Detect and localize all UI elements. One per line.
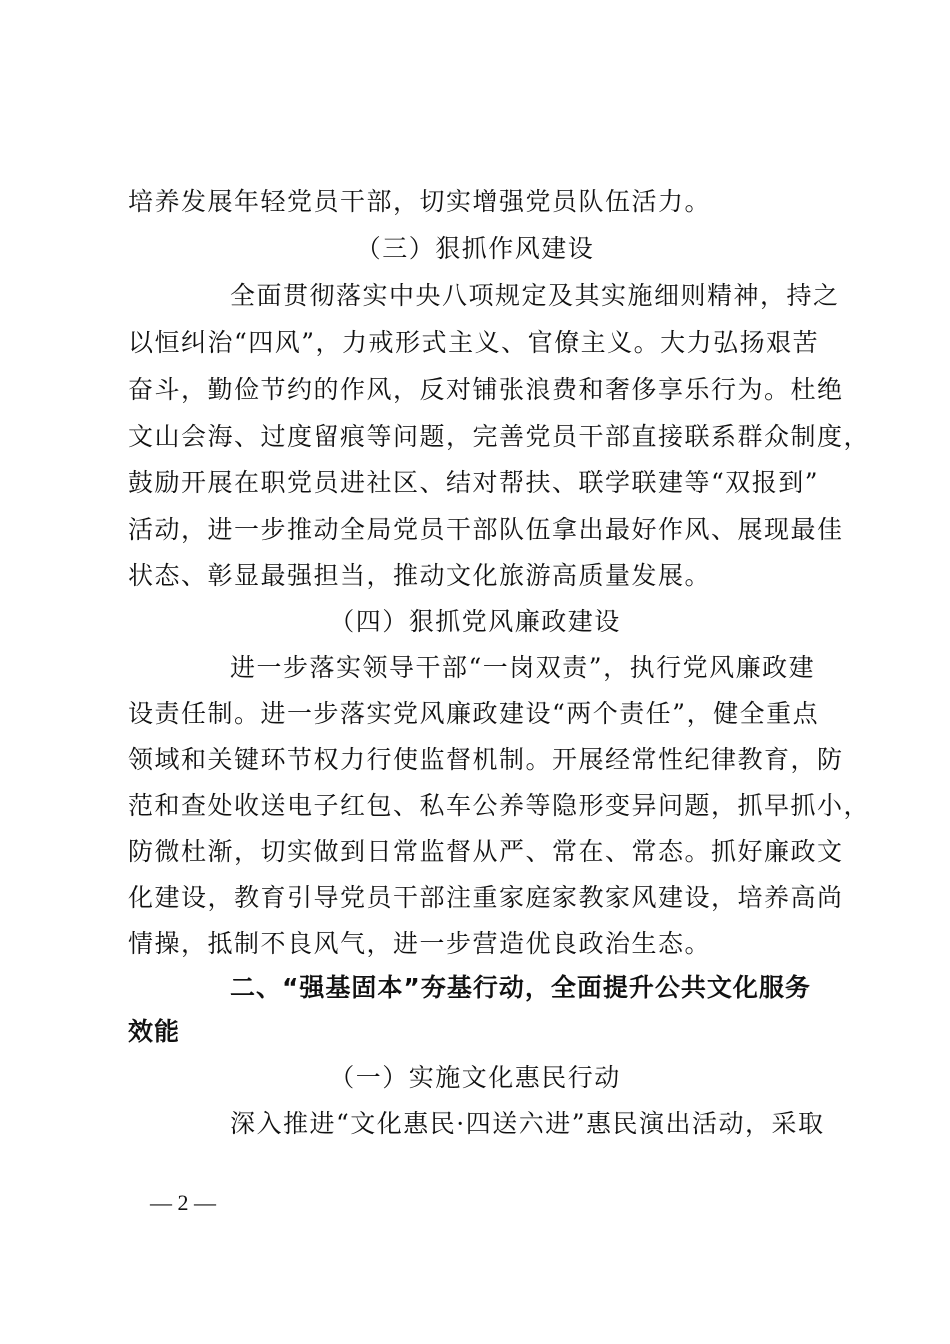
body-text-line: 以恒纠治“四风”，力戒形式主义、官僚主义。大力弘扬艰苦 xyxy=(128,328,820,357)
body-text-line: 培养发展年轻党员干部，切实增强党员队伍活力。 xyxy=(128,187,712,216)
body-text-line: 情操，抵制不良风气，进一步营造优良政治生态。 xyxy=(128,929,712,958)
body-text-line: 化建设，教育引导党员干部注重家庭家教家风建设，培养高尚 xyxy=(128,883,844,912)
section-heading: （四）狠抓党风廉政建设 xyxy=(329,607,621,636)
chapter-heading: 效能 xyxy=(128,1017,181,1046)
body-text-line: 进一步落实领导干部“一岗双责”，执行党风廉政建 xyxy=(230,653,816,682)
body-text-line: 全面贯彻落实中央八项规定及其实施细则精神，持之 xyxy=(230,281,840,310)
body-text-line: 奋斗，勤俭节约的作风，反对铺张浪费和奢侈享乐行为。杜绝 xyxy=(128,375,844,404)
chapter-heading: 二、“强基固本”夯基行动，全面提升公共文化服务 xyxy=(230,973,811,1002)
body-text-line: 深入推进“文化惠民·四送六进”惠民演出活动，采取 xyxy=(230,1109,825,1138)
body-text-line: 文山会海、过度留痕等问题，完善党员干部直接联系群众制度， xyxy=(128,422,871,451)
body-text-line: 鼓励开展在职党员进社区、结对帮扶、联学联建等“双报到” xyxy=(128,468,820,497)
body-text-line: 设责任制。进一步落实党风廉政建设“两个责任”，健全重点 xyxy=(128,699,820,728)
body-text-line: 领域和关键环节权力行使监督机制。开展经常性纪律教育，防 xyxy=(128,745,844,774)
section-heading: （三）狠抓作风建设 xyxy=(355,234,595,263)
body-text-line: 活动，进一步推动全局党员干部队伍拿出最好作风、展现最佳 xyxy=(128,515,844,544)
body-text-line: 防微杜渐，切实做到日常监督从严、常在、常态。抓好廉政文 xyxy=(128,837,844,866)
section-heading: （一）实施文化惠民行动 xyxy=(329,1063,621,1092)
body-text-line: 状态、彰显最强担当，推动文化旅游高质量发展。 xyxy=(128,561,712,590)
page-number: — 2 — xyxy=(150,1190,216,1215)
body-text-line: 范和查处收送电子红包、私车公养等隐形变异问题，抓早抓小， xyxy=(128,791,871,820)
